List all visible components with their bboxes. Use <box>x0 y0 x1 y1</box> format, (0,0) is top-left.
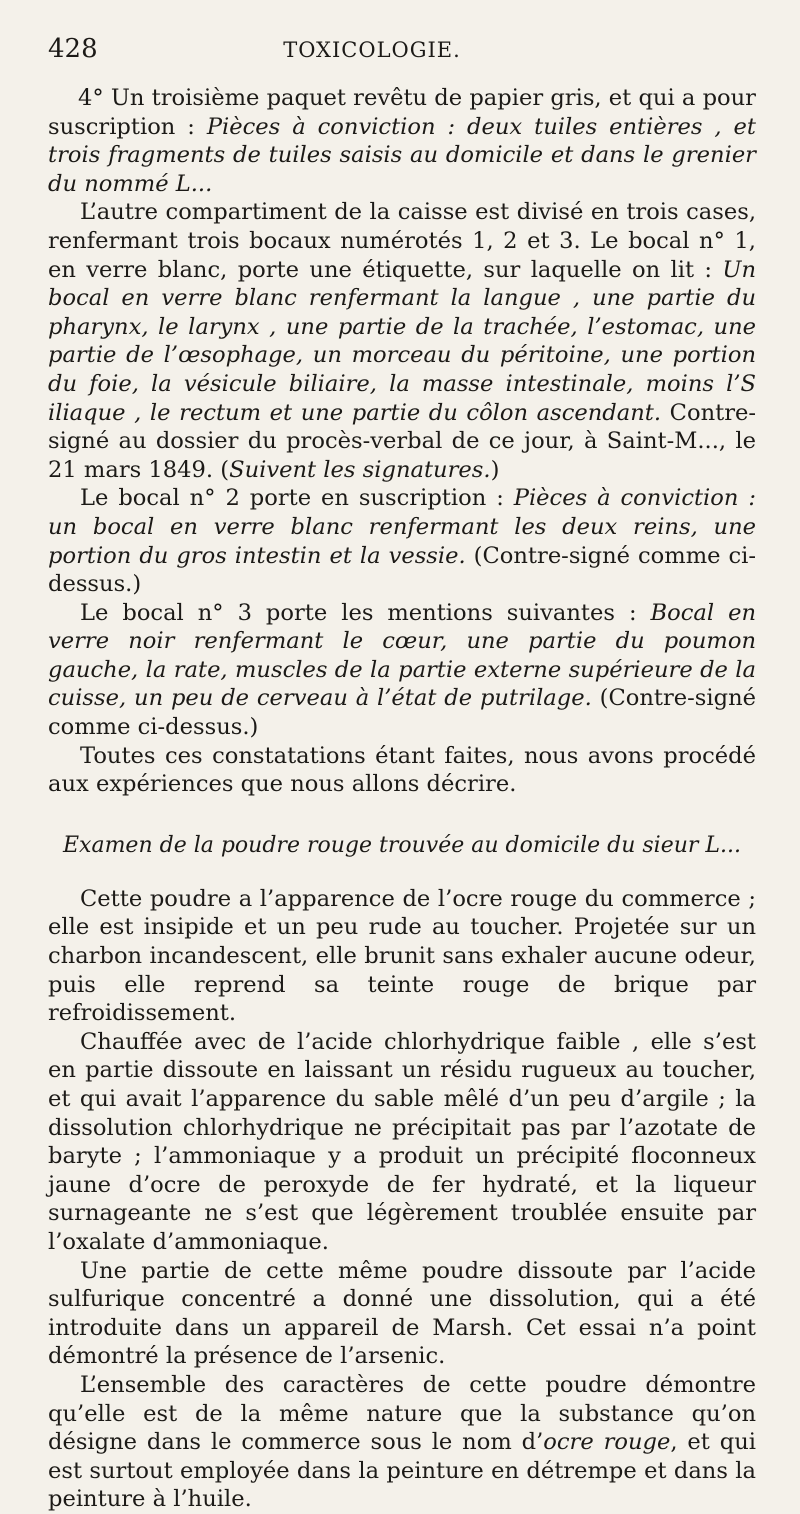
paragraph-marsh-test: Une partie de cette même poudre dissoute par l’acide sulfurique concentré a donné une dissolution, qui a été introduite dans un appareil de Marsh. Cet essai n’a point démontré la présence de l’arsenic. <box>48 1257 756 1370</box>
paragraph-jar-3 <box>48 599 756 742</box>
text-run: L’ensemble des caractères de cette poudre démontre qu’elle est de la même nature que la substance qu’on désigne dans le commerce sous le nom d’ <box>48 1371 756 1456</box>
paragraph-powder-appearance: Cette poudre a l’apparence de l’ocre rouge du commerce ; elle est insipide et un peu rude au toucher. Projetée sur un charbon incandescent, elle brunit sans exhaler aucune odeur, puis elle reprend sa teinte rouge de brique par refroidissement. <box>48 885 756 1027</box>
section-heading: Examen de la poudre rouge trouvée au domicile du sieur L... <box>62 832 741 858</box>
text-run: (Contre-signé comme ci-dessus.) <box>48 685 756 741</box>
italic-run: ocre rouge <box>543 1429 671 1456</box>
text-run: ) <box>490 456 500 483</box>
italic-run: Bocal en verre noir renfermant le cœur, une partie du poumon gauche, la rate, muscles de la partie externe supérieure de la cuisse, un peu de cerveau à l’état de putrilage. <box>48 599 757 712</box>
text-run: 4° Un troisième paquet revêtu de papier gris, et qui a pour suscription : <box>48 85 756 140</box>
text-run: , et qui est surtout employée dans la peinture en détrempe et dans la peinture à l’huile. <box>48 1429 756 1513</box>
text-run: Contre-signé au dossier du procès-verbal de ce jour, à Saint-M..., le 21 mars 1849. ( <box>48 399 756 483</box>
text-run: Le bocal n° 3 porte les mentions suivantes : <box>80 599 651 626</box>
italic-run: Pièces à conviction : un bocal en verre blanc renfermant les deux reins, une portion du gros intestin et la vessie. <box>48 485 756 569</box>
paragraph-item-4 <box>48 84 756 198</box>
italic-run: Pièces à conviction : deux tuiles entières , et trois fragments de tuiles saisis au domicile et dans le grenier du nommé L... <box>48 113 756 197</box>
running-head <box>48 34 756 74</box>
paragraph-hydrochloric-test: Chauffée avec de l’acide chlorhydrique faible , elle s’est en partie dissoute en laissant un résidu rugueux au toucher, et qui avait l’apparence du sable mêlé d’un peu d’argile ; la dissolution chlorhydrique ne précipitait pas par l’azotate de baryte ; l’ammoniaque y a produit un précipité floconneux jaune d’ocre de peroxyde de fer hydraté, et la liqueur surnageante ne s’est que légèrement troublée ensuite par l’oxalate d’ammoniaque. <box>48 1028 756 1255</box>
paragraph-jar-2 <box>48 484 756 598</box>
text-run: (Contre-signé comme ci-dessus.) <box>48 542 756 598</box>
running-title: TOXICOLOGIE. <box>283 38 461 62</box>
page-number: 428 <box>48 34 98 64</box>
paragraph-conclusion <box>48 1371 756 1514</box>
italic-run: Un bocal en verre blanc renfermant la langue , une partie du pharynx, le larynx , une partie de la trachée, l’estomac, une partie de l’œsophage, un morceau du péritoine, une portion du foie, la vésicule biliaire, la masse intestinale, moins l’S iliaque , le rectum et une partie du côlon ascendant. <box>48 256 756 426</box>
text-run: Le bocal n° 2 porte en suscription : <box>80 485 514 512</box>
paragraph-procedure: Toutes ces constatations étant faites, nous avons procédé aux expériences que nous allons décrire. <box>48 742 756 798</box>
italic-run: Suivent les signatures. <box>229 456 491 483</box>
body-text <box>48 84 756 1514</box>
text-run: L’autre compartiment de la caisse est divisé en trois cases, renfermant trois bocaux numérotés 1, 2 et 3. Le bocal n° 1, en verre blanc, porte une étiquette, sur laquelle on lit : <box>48 199 756 283</box>
paragraph-jar-compartment <box>48 198 756 484</box>
